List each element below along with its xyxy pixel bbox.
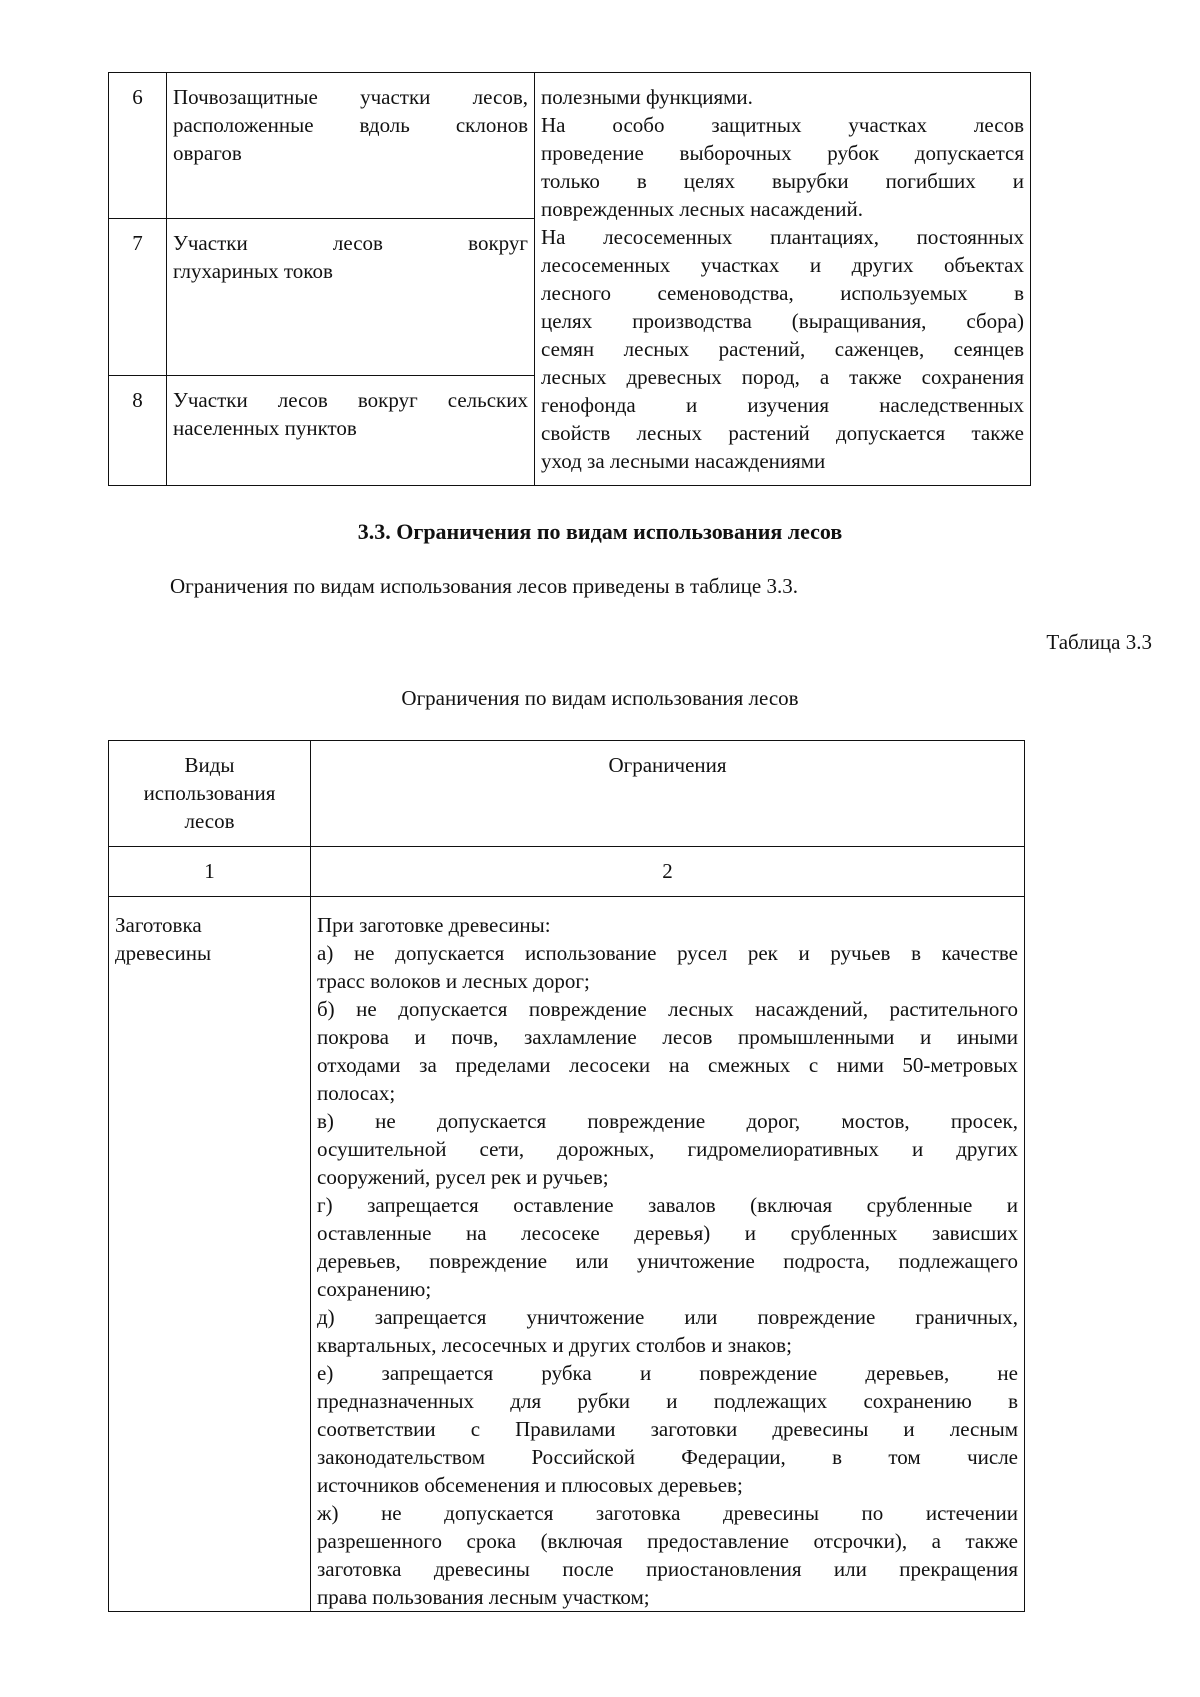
restriction-line: сохранению;: [317, 1277, 432, 1301]
zones-table: [108, 72, 1031, 486]
row-number: 7: [109, 219, 167, 376]
column-number-row: [109, 847, 1025, 897]
restriction-line: ж) не допускается заготовка древесины по истечении: [317, 1501, 1018, 1525]
restriction-line: уход за лесными насаждениями: [541, 449, 826, 473]
restriction-line: лесных древесных пород, а также сохранения: [541, 365, 1024, 389]
usage-restrictions-table: [108, 740, 1025, 1612]
restriction-text: [541, 83, 1024, 475]
restriction-line: д) запрещается уничтожение или повреждение граничных,: [317, 1305, 1018, 1329]
restriction-line: права пользования лесным участком;: [317, 1585, 650, 1609]
zone-name-line: Участки лесов вокруг сельских: [173, 388, 528, 412]
intro-paragraph: Ограничения по видам использования лесов приведены в таблице 3.3.: [170, 574, 798, 598]
restriction-line: г) запрещается оставление завалов (включая срубленные и: [317, 1193, 1018, 1217]
restriction-line: При заготовке древесины:: [317, 913, 551, 937]
table-row: [109, 73, 1031, 219]
restriction-line: полосах;: [317, 1081, 396, 1105]
restriction-line: трасс волоков и лесных дорог;: [317, 969, 590, 993]
zone-restrictions: [535, 73, 1031, 486]
usage-kind-line: древесины: [115, 941, 212, 965]
restriction-line: отходами за пределами лесосеки на смежных с ними 50-метровых: [317, 1053, 1018, 1077]
restriction-line: генофонда и изучения наследственных: [541, 393, 1024, 417]
restriction-line: в) не допускается повреждение дорог, мостов, просек,: [317, 1109, 1018, 1133]
zone-name-line: глухариных токов: [173, 259, 333, 283]
restriction-line: семян лесных растений, саженцев, сеянцев: [541, 337, 1024, 361]
restriction-line: целях производства (выращивания, сбора): [541, 309, 1024, 333]
usage-kind-line: Заготовка: [115, 913, 202, 937]
column-number: 2: [311, 847, 1025, 897]
restriction-line: разрешенного срока (включая предоставление отсрочки), а также: [317, 1529, 1018, 1553]
zone-name: [167, 376, 535, 486]
header-line: Виды: [184, 753, 235, 777]
usage-restrictions: [311, 897, 1025, 1612]
restriction-line: лесосеменных участках и других объектах: [541, 253, 1024, 277]
restriction-line: покрова и почв, захламление лесов промышленными и иными: [317, 1025, 1018, 1049]
restriction-line: На лесосеменных плантациях, постоянных: [541, 225, 1024, 249]
restriction-line: источников обсеменения и плюсовых деревьев;: [317, 1473, 743, 1497]
table-row: [109, 897, 1025, 1612]
restriction-line: осушительной сети, дорожных, гидромелиоративных и других: [317, 1137, 1018, 1161]
header-line: лесов: [184, 809, 235, 833]
restriction-line: поврежденных лесных насаждений.: [541, 197, 864, 221]
restriction-line: предназначенных для рубки и подлежащих сохранению в: [317, 1389, 1018, 1413]
zone-name-line: Почвозащитные участки лесов,: [173, 85, 528, 109]
usage-kind: [109, 897, 311, 1612]
header-line: использования: [143, 781, 276, 805]
zone-name-line: населенных пунктов: [173, 416, 357, 440]
restriction-line: заготовка древесины после приостановления или прекращения: [317, 1557, 1018, 1581]
column-number: 1: [109, 847, 311, 897]
zone-name-line: оврагов: [173, 141, 242, 165]
restriction-line: свойств лесных растений допускается также: [541, 421, 1024, 445]
table-number: Таблица 3.3: [1046, 630, 1152, 654]
table-header-row: [109, 741, 1025, 847]
restriction-line: оставленные на лесосеке деревья) и срубленных зависших: [317, 1221, 1018, 1245]
zone-name-line: Участки лесов вокруг: [173, 231, 528, 255]
table-caption: Ограничения по видам использования лесов: [401, 686, 799, 710]
restriction-line: только в целях вырубки погибших и: [541, 169, 1024, 193]
restriction-line: деревьев, повреждение или уничтожение подроста, подлежащего: [317, 1249, 1018, 1273]
section-heading: 3.3. Ограничения по видам использования лесов: [357, 519, 843, 544]
zone-name-line: расположенные вдоль склонов: [173, 113, 528, 137]
restriction-line: б) не допускается повреждение лесных насаждений, растительного: [317, 997, 1018, 1021]
zone-name: [167, 73, 535, 219]
row-number: 8: [109, 376, 167, 486]
zone-name: [167, 219, 535, 376]
restriction-line: сооружений, русел рек и ручьев;: [317, 1165, 609, 1189]
row-number: 6: [109, 73, 167, 219]
restriction-line: соответствии с Правилами заготовки древесины и лесным: [317, 1417, 1018, 1441]
restriction-line: е) запрещается рубка и повреждение деревьев, не: [317, 1361, 1018, 1385]
header-restrictions: Ограничения: [311, 741, 1025, 847]
restriction-line: проведение выборочных рубок допускается: [541, 141, 1024, 165]
restriction-line: законодательством Российской Федерации, в том числе: [317, 1445, 1018, 1469]
restriction-line: лесного семеноводства, используемых в: [541, 281, 1024, 305]
restriction-line: а) не допускается использование русел рек и ручьев в качестве: [317, 941, 1018, 965]
header-usage-kind: [109, 741, 311, 847]
restriction-line: На особо защитных участках лесов: [541, 113, 1024, 137]
restriction-text: [317, 911, 1018, 1611]
restriction-line: квартальных, лесосечных и других столбов и знаков;: [317, 1333, 792, 1357]
restriction-line: полезными функциями.: [541, 85, 753, 109]
